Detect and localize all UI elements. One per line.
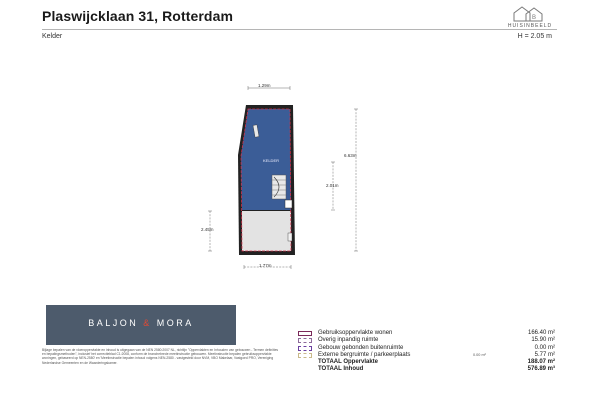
legend-label: Overig inpandig ruimte (318, 337, 379, 344)
brand-part1: BALJON (88, 318, 139, 328)
measurement-disclaimer: Bijlage bepalen van de vloeroppervlakte en inhoud is uitgegaan van de NEN 2580:2007 NL, richtlijn "Oppervlakten en Inhouden van gebouwen - Termen definities en bepalingsmethoden", inclusief het correctieblad C1:2008, conform de branchebrede meetinstructie gebouwen. Meetinstructie bepalen gebruiksoppervlakte woningen, gebaseerd op NEN-2580' en 'Meetinstructie bepalen inhoud volgens NEN-2580 - vastgesteld door NVM, VBO Makelaar, Vastgoed PRO, Vereniging Nederlandse Gemeenten en de Waarderingskamer. (42, 348, 279, 365)
floor-plan-drawing (190, 75, 390, 275)
logo-text: HUISINBEELD (507, 23, 553, 29)
ceiling-height: H = 2.05 m (517, 33, 552, 40)
floor-label: Kelder (42, 33, 63, 40)
legend-value: 5.77 m² (534, 351, 555, 358)
dimension-mid-length: 2.01m (326, 183, 339, 188)
staircase (272, 175, 286, 199)
legend-label: Externe bergruimte / parkeerplaats (318, 351, 411, 358)
storage-area (242, 211, 291, 251)
agency-logo (46, 305, 236, 345)
area-legend (298, 330, 558, 374)
legend-total-volume-row (298, 366, 558, 373)
legend-row (298, 345, 558, 352)
floor-plan (190, 75, 390, 275)
brand-part2: MORA (156, 318, 194, 328)
agency-logo-text (46, 318, 236, 328)
total-area-value: 188.07 m² (527, 359, 555, 366)
dimension-total-length: 6.63m (344, 153, 357, 158)
legend-swatch (298, 353, 312, 358)
legend-extra-value: 0.00 m² (473, 352, 486, 357)
dimension-bottom-width: 1.77m (259, 263, 272, 268)
legend-row (298, 337, 558, 344)
legend-label: Gebruiksoppervlakte wonen (318, 330, 393, 336)
legend-swatch (298, 346, 312, 351)
room-label: KELDER (263, 158, 280, 163)
total-volume-value: 576.89 m³ (527, 366, 555, 373)
svg-text:B: B (531, 15, 537, 21)
meter-box (285, 200, 292, 208)
dimension-top-width: 1.29m (258, 83, 271, 88)
legend-label: Gebouw gebonden buitenruimte (318, 344, 404, 351)
house-logo-icon (500, 5, 560, 23)
header-divider (42, 29, 557, 30)
legend-row (298, 352, 558, 359)
page-title: Plaswijcklaan 31, Rotterdam (42, 8, 234, 24)
legend-row (298, 330, 558, 337)
legend-value: 15.90 m² (531, 337, 555, 344)
legend-swatch (298, 338, 312, 343)
legend-value: 166.40 m² (527, 330, 555, 336)
legend-value: 0.00 m² (534, 344, 555, 351)
total-volume-label: TOTAAL Inhoud (318, 366, 364, 373)
legend-swatch (298, 331, 312, 336)
brand-ampersand: & (143, 318, 152, 328)
storage-fixture (288, 233, 292, 241)
total-area-label: TOTAAL Oppervlakte (318, 359, 379, 366)
dimension-lower-length: 2.45m (201, 227, 214, 232)
legend-total-area-row (298, 359, 558, 366)
